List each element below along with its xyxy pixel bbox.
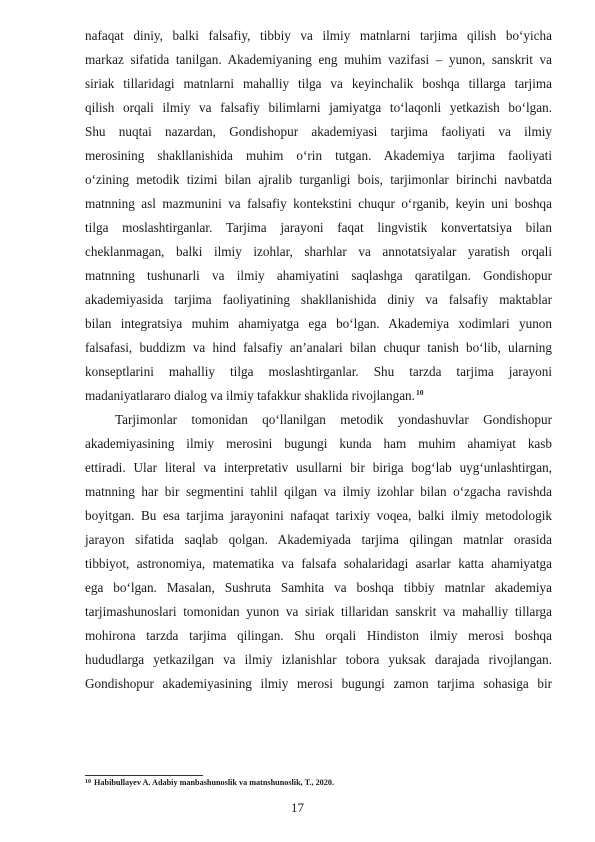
text-line: konseptlarini mahalliy tilga moslashtirganlar. Shu tarzda tarjima jarayoni	[85, 364, 552, 379]
text-line: bilan integratsiya muhim ahamiyatga ega bo‘lgan. Akademiya xodimlari yunon	[85, 316, 552, 331]
text-line: matnning tushunarli va ilmiy ahamiyatini saqlashga qaratilgan. Gondishopur	[85, 268, 552, 283]
text-line: tarjimashunoslari tomonidan yunon va siriak tillaridan sanskrit va mahalliy tillarga	[85, 604, 552, 619]
text-line: markaz sifatida tanilgan. Akademiyaning eng muhim vazifasi – yunon, sanskrit va	[85, 52, 552, 67]
text-line: ettiradi. Ular literal va interpretativ usullarni bir biriga bog‘lab uyg‘unlashtirgan,	[85, 460, 552, 475]
text-line: boyitgan. Bu esa tarjima jarayonini nafaqat tarixiy voqea, balki ilmiy metodologik	[85, 508, 552, 523]
text-line: tibbiyot, astronomiya, matematika va falsafa sohalaridagi asarlar katta ahamiyatga	[85, 556, 552, 571]
footnote-text: Habibullayev A. Adabiy manbashunoslik va matnshunoslik, T., 2020.	[92, 778, 334, 787]
text-line: cheklanmagan, balki ilmiy izohlar, sharhlar va annotatsiyalar yaratish orqali	[85, 244, 552, 259]
footnote-number: 10	[85, 779, 91, 785]
text-line: akademiyasining ilmiy merosini bugungi kunda ham muhim ahamiyat kasb	[85, 436, 552, 451]
text-line-indented: Tarjimonlar tomonidan qo‘llanilgan metodik yondashuvlar Gondishopur	[115, 412, 552, 427]
text-line: nafaqat diniy, balki falsafiy, tibbiy va ilmiy matnlarni tarjima qilish bo‘yicha	[85, 28, 552, 43]
text-line: matnning asl mazmunini va falsafiy kontekstini chuqur o‘rganib, keyin uni boshqa	[85, 196, 552, 211]
text-line: mohirona tarzda tarjima qilingan. Shu orqali Hindiston ilmiy merosi boshqa	[85, 628, 552, 643]
footnote-reference[interactable]: 10	[415, 388, 424, 397]
text-line: merosining shakllanishida muhim o‘rin tutgan. Akademiya tarjima faoliyati	[85, 148, 552, 163]
text-line: matnning har bir segmentini tahlil qilgan va ilmiy izohlar bilan o‘zgacha ravishda	[85, 484, 552, 499]
text-line: hududlarga yetkazilgan va ilmiy izlanishlar tobora yuksak darajada rivojlangan.	[85, 652, 552, 667]
text-line: jarayon sifatida saqlab qolgan. Akademiyada tarjima qilingan matnlar orasida	[85, 532, 552, 547]
text-line: Gondishopur akademiyasining ilmiy merosi bugungi zamon tarjima sohasiga bir	[85, 676, 552, 691]
text-line: qilish orqali ilmiy va falsafiy bilimlarni jamiyatga to‘laqonli yetkazish bo‘lgan.	[85, 100, 552, 115]
text-line: o‘zining metodik tizimi bilan ajralib turganligi bois, tarjimonlar birinchi navbatda	[85, 172, 552, 187]
text-line: Shu nuqtai nazardan, Gondishopur akademiyasi tarjima faoliyati va ilmiy	[85, 124, 552, 139]
footnote	[85, 778, 334, 788]
text-line-content: madaniyatlararo dialog va ilmiy tafakkur shaklida rivojlangan.	[85, 388, 415, 403]
text-line: siriak tillaridagi matnlarni mahalliy tilga va keyinchalik boshqa tillarga tarjima	[85, 76, 552, 91]
footnote-divider	[85, 775, 203, 776]
text-line: falsafasi, buddizm va hind falsafiy an’analari bilan chuqur tanish bo‘lib, ularning	[85, 340, 552, 355]
page-number: 17	[291, 800, 304, 815]
text-line: akademiyasida tarjima faoliyatining shakllanishida diniy va falsafiy maktablar	[85, 292, 552, 307]
text-line: tilga moslashtirganlar. Tarjima jarayoni faqat lingvistik konvertatsiya bilan	[85, 220, 552, 235]
text-line: ega bo‘lgan. Masalan, Sushruta Samhita va boshqa tibbiy matnlar akademiya	[85, 580, 552, 595]
text-line-last	[85, 388, 552, 404]
